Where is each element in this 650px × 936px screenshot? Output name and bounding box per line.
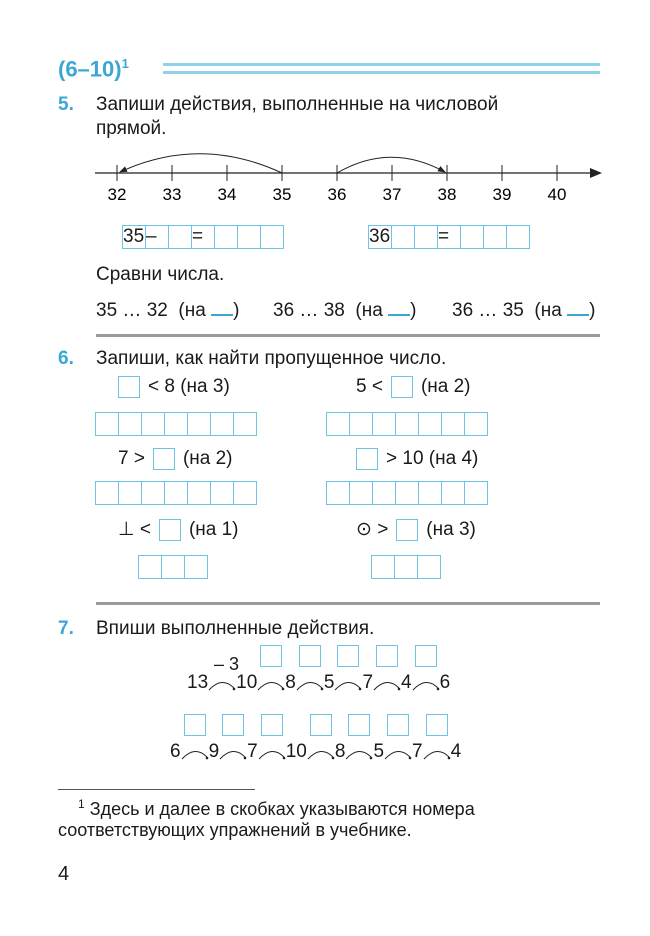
grid-cell[interactable] [464, 412, 488, 436]
answer-grid-left[interactable] [123, 225, 284, 249]
grid-cell[interactable]: 36 [369, 226, 391, 247]
grid-cell[interactable]: = [437, 225, 461, 249]
compare-title: Сравни числа. [96, 264, 225, 285]
grid-cell[interactable] [483, 225, 507, 249]
grid-cell[interactable] [187, 412, 211, 436]
exercise-number: 5. [58, 94, 74, 115]
grid-cell[interactable] [372, 412, 396, 436]
chain-number: 7 [247, 741, 258, 762]
missing-number-box[interactable] [159, 519, 181, 541]
chain-arc [373, 676, 401, 694]
inequality [118, 448, 233, 470]
inequality [356, 376, 471, 398]
inequality [356, 518, 476, 541]
operation-box[interactable] [337, 645, 359, 667]
grid-cell[interactable] [326, 412, 350, 436]
footnote-mark: 1 [78, 797, 85, 811]
operation-box[interactable] [426, 714, 448, 736]
missing-number-box[interactable] [356, 448, 378, 470]
grid-cell[interactable] [395, 481, 419, 505]
inequality-left: ⊥ < [118, 519, 151, 540]
grid-cell[interactable] [441, 481, 465, 505]
grid-cell[interactable] [164, 412, 188, 436]
grid-cell[interactable] [168, 225, 192, 249]
inequality-right: (на 1) [188, 518, 239, 540]
compare-item [452, 298, 595, 322]
inequality-right: < 8 (на 3) [148, 376, 230, 397]
operation-box[interactable] [299, 645, 321, 667]
answer-grid[interactable] [372, 555, 441, 579]
grid-cell[interactable] [417, 555, 441, 579]
tick-label: 32 [107, 185, 127, 204]
section-header [58, 56, 129, 82]
answer-grid[interactable] [96, 412, 257, 436]
grid-cell[interactable] [95, 412, 119, 436]
chain-number: 6 [439, 672, 451, 693]
tick-label: 35 [272, 185, 292, 204]
inequality-right: > 10 (на 4) [386, 448, 479, 469]
grid-cell[interactable] [233, 481, 257, 505]
missing-number-box[interactable] [396, 519, 418, 541]
grid-cell[interactable] [237, 225, 261, 249]
footnote-line: Здесь и далее в скобках указываются номера [89, 799, 475, 819]
answer-blank[interactable] [567, 298, 589, 316]
inequality-left: 5 < [356, 376, 383, 397]
chain-number: 9 [208, 741, 220, 762]
grid-cell[interactable] [414, 225, 438, 249]
exercise-text: Запиши, как найти пропущенное число. [96, 348, 447, 369]
chain-arc [258, 745, 286, 763]
footnote-line: соответствующих упражнений в учебнике. [58, 820, 412, 840]
chain-arc [219, 745, 247, 763]
chain-number: 6 [170, 741, 181, 762]
grid-cell[interactable] [418, 481, 442, 505]
grid-cell[interactable] [418, 412, 442, 436]
chain-number: 5 [323, 672, 335, 693]
page-number: 4 [58, 863, 70, 885]
chain-number: 4 [450, 741, 462, 762]
grid-cell[interactable] [260, 225, 284, 249]
inequality-right: (на 2) [420, 376, 471, 397]
number-chain [187, 672, 450, 694]
exercise-number: 6. [58, 348, 74, 369]
answer-grid[interactable] [139, 555, 208, 579]
inequality-left: 7 > [118, 448, 145, 469]
exercise-text: прямой. [96, 118, 167, 139]
tick-label: 33 [162, 185, 182, 204]
grid-cell[interactable] [141, 481, 165, 505]
missing-number-box[interactable] [118, 376, 140, 398]
compare-expr: 36 … 35 [452, 300, 524, 321]
footnote-ref: 1 [121, 56, 129, 71]
number-line [90, 140, 610, 210]
chain-arc [208, 676, 236, 694]
inequality-right: (на 2) [182, 448, 233, 469]
grid-cell[interactable] [441, 412, 465, 436]
answer-blank[interactable] [388, 298, 410, 316]
grid-cell[interactable] [184, 555, 208, 579]
grid-cell[interactable] [118, 481, 142, 505]
jump-arc [120, 154, 282, 173]
compare-paren: ) [233, 300, 240, 321]
missing-number-box[interactable] [153, 448, 175, 470]
grid-cell[interactable] [372, 481, 396, 505]
grid-cell[interactable]: – [145, 225, 169, 249]
grid-cell[interactable] [326, 481, 350, 505]
example-hint: – 3 [214, 654, 240, 674]
operation-box[interactable] [222, 714, 244, 736]
chain-arc [296, 676, 324, 694]
grid-cell[interactable] [95, 481, 119, 505]
operation-box[interactable] [376, 645, 398, 667]
missing-number-box[interactable] [391, 376, 413, 398]
grid-cell[interactable] [233, 412, 257, 436]
divider [96, 602, 600, 605]
section-range: (6–10) [58, 56, 122, 82]
grid-cell[interactable] [161, 555, 185, 579]
chain-number: 10 [285, 741, 307, 762]
footnote-rule [58, 789, 255, 790]
tick-label: 36 [327, 185, 347, 204]
exercise-number: 7. [58, 618, 74, 639]
grid-cell[interactable] [349, 412, 373, 436]
operation-box[interactable] [348, 714, 370, 736]
exercise-text: Запиши действия, выполненные на числовой [96, 94, 499, 115]
compare-label: (на [355, 300, 383, 321]
compare-paren: ) [589, 300, 596, 321]
inequality [356, 448, 478, 470]
compare-label: (на [178, 300, 206, 321]
chain-number: 7 [412, 741, 423, 762]
chain-number: 13 [187, 672, 209, 693]
compare-paren: ) [410, 300, 417, 321]
compare-item [96, 298, 239, 322]
operation-box[interactable] [415, 645, 437, 667]
grid-cell[interactable] [460, 225, 484, 249]
grid-cell[interactable] [210, 481, 234, 505]
grid-cell[interactable] [141, 412, 165, 436]
answer-grid[interactable] [327, 412, 488, 436]
inequality [118, 518, 239, 541]
answer-grid[interactable] [96, 481, 257, 505]
grid-cell[interactable] [214, 225, 238, 249]
grid-cell[interactable] [464, 481, 488, 505]
answer-grid-right[interactable] [369, 225, 530, 249]
jump-arc [337, 157, 445, 173]
answer-blank[interactable] [211, 298, 233, 316]
grid-cell[interactable] [506, 225, 530, 249]
grid-cell[interactable] [138, 555, 162, 579]
chain-arc [181, 745, 209, 763]
answer-grid[interactable] [327, 481, 488, 505]
chain-arc [423, 745, 451, 763]
grid-cell[interactable]: = [191, 225, 215, 249]
compare-expr: 36 … 38 [273, 300, 345, 321]
tick-label: 38 [437, 185, 457, 204]
chain-arc [345, 745, 373, 763]
grid-cell[interactable] [349, 481, 373, 505]
inequality-right: (на 3) [426, 518, 476, 540]
exercise-text: Впиши выполненные действия. [96, 618, 375, 639]
chain-arc [412, 676, 440, 694]
footnote-text [78, 797, 475, 820]
divider [96, 334, 600, 337]
header-rule [163, 71, 600, 74]
grid-cell[interactable] [210, 412, 234, 436]
chain-number: 8 [285, 672, 296, 693]
grid-cell[interactable] [394, 555, 418, 579]
chain-arc [334, 676, 362, 694]
chain-number: 8 [334, 741, 346, 762]
chain-arc [257, 676, 285, 694]
inequality-left: ⊙ > [356, 519, 389, 540]
compare-item [273, 298, 416, 322]
operation-box[interactable] [261, 714, 283, 736]
grid-cell[interactable] [395, 412, 419, 436]
grid-cell[interactable] [164, 481, 188, 505]
operation-box[interactable] [387, 714, 409, 736]
chain-arc [307, 745, 335, 763]
inequality [118, 376, 230, 398]
operation-box[interactable] [310, 714, 332, 736]
tick-label: 37 [382, 185, 402, 204]
grid-cell[interactable] [391, 225, 415, 249]
grid-cell[interactable] [187, 481, 211, 505]
grid-cell[interactable]: 35 [123, 226, 145, 247]
operation-box[interactable] [260, 645, 282, 667]
compare-label: (на [534, 300, 562, 321]
chain-number: 5 [373, 741, 385, 762]
tick-label: 34 [217, 185, 237, 204]
operation-box[interactable] [184, 714, 206, 736]
tick-label: 39 [492, 185, 512, 204]
chain-number: 4 [401, 672, 412, 693]
chain-number: 7 [362, 672, 374, 693]
tick-label: 40 [547, 185, 567, 204]
header-rule [163, 63, 600, 66]
grid-cell[interactable] [371, 555, 395, 579]
grid-cell[interactable] [118, 412, 142, 436]
compare-expr: 35 … 32 [96, 300, 168, 321]
chain-arc [384, 745, 412, 763]
chain-number: 10 [236, 672, 258, 693]
number-chain [170, 741, 461, 763]
